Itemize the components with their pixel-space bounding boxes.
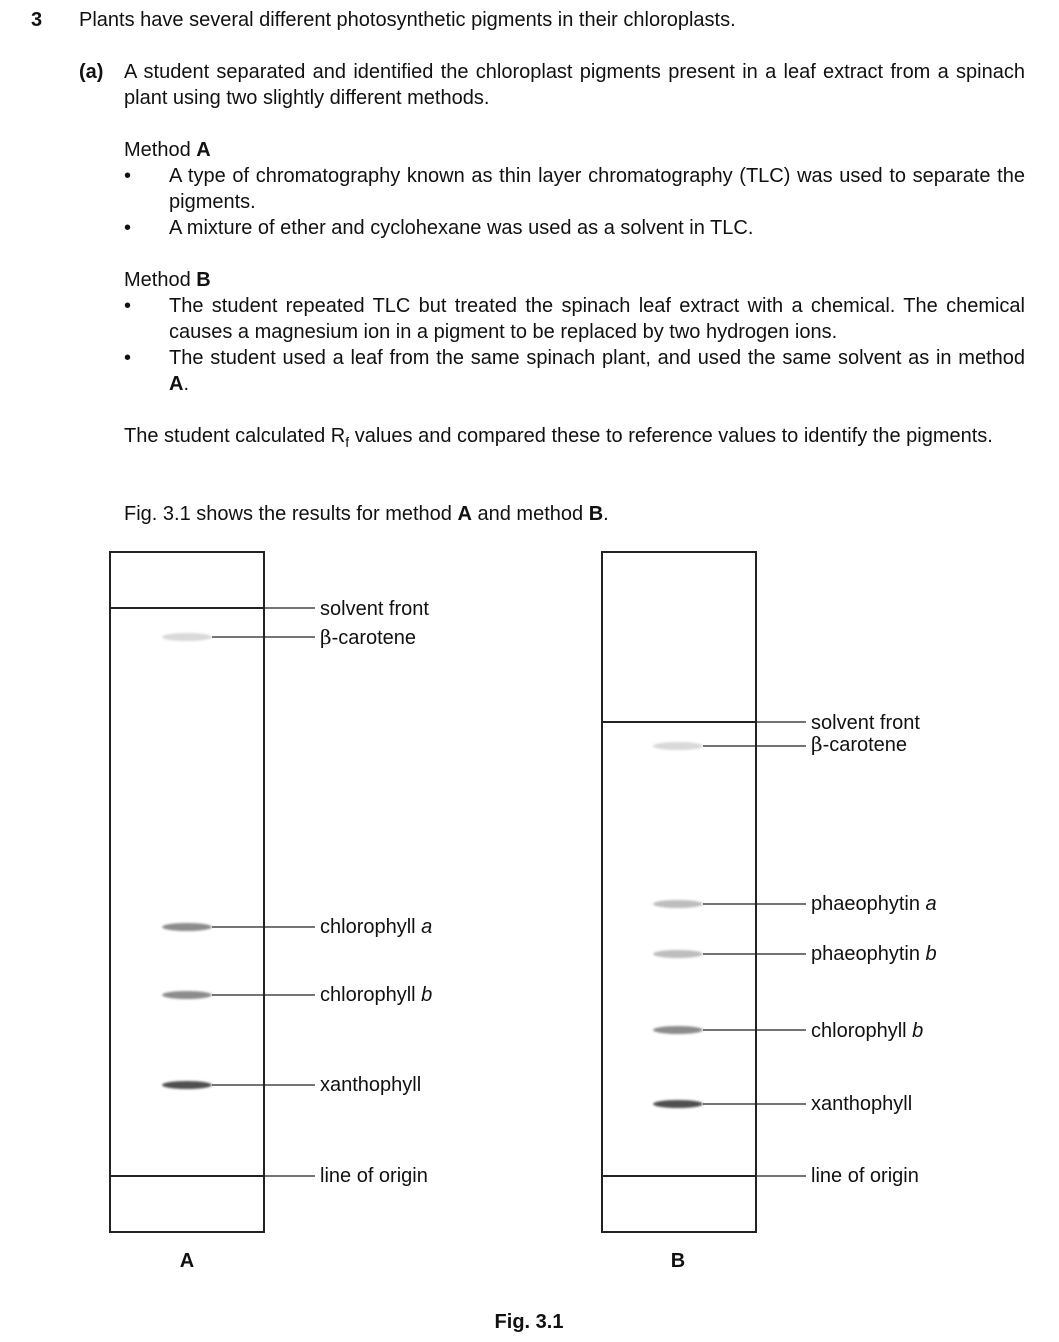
method-b-bullet-2-end: . xyxy=(183,373,190,395)
plate-b-label-chlorophyll-b xyxy=(811,1020,923,1042)
plate-a xyxy=(110,552,264,1232)
bullet-symbol: • xyxy=(124,295,132,317)
plate-b-spot-phaeophytin-b xyxy=(653,950,703,958)
plate-a-label-carotene xyxy=(320,625,416,649)
plate-a-spot-carotene xyxy=(162,633,212,641)
plate-b-label-origin: line of origin xyxy=(811,1165,919,1187)
bullet-symbol: • xyxy=(124,347,132,369)
figure-caption: Fig. 3.1 xyxy=(494,1311,564,1333)
plate-b-spot-phaeophytin-a xyxy=(653,900,703,908)
bullet-symbol: • xyxy=(124,165,132,187)
bullet-symbol: • xyxy=(124,217,132,239)
plate-a-chlorophyll-a-name: chlorophyll xyxy=(320,916,422,938)
plate-b-chlorophyll-b-name: chlorophyll xyxy=(811,1020,913,1042)
plate-b-chlorophyll-b-letter: b xyxy=(912,1020,924,1042)
figref-text-3: . xyxy=(603,503,609,525)
plate-b-beta-symbol: β xyxy=(811,732,823,756)
rf-text-before: The student calculated R xyxy=(124,425,346,447)
plate-a-spot-chlorophyll-a xyxy=(162,923,212,931)
plate-b-phaeophytin-b-letter: b xyxy=(925,943,937,965)
method-b-letter: B xyxy=(196,269,211,291)
plate-b-phaeophytin-b-name: phaeophytin xyxy=(811,943,926,965)
plate-b-leaders xyxy=(703,722,806,1176)
question-stem: Plants have several different photosynthetic pigments in their chloroplasts. xyxy=(79,9,736,31)
plate-b-label-carotene xyxy=(811,732,907,756)
plate-b-label-xanthophyll: xanthophyll xyxy=(811,1093,913,1115)
plate-b-spot-chlorophyll-b xyxy=(653,1026,703,1034)
plate-a-outline xyxy=(110,552,264,1232)
plate-a-chlorophyll-a-letter: a xyxy=(421,916,433,938)
plate-b-letter: B xyxy=(670,1250,686,1272)
plate-a-label-origin: line of origin xyxy=(320,1165,428,1187)
plate-b-spot-xanthophyll xyxy=(653,1100,703,1108)
plate-a-chlorophyll-b-name: chlorophyll xyxy=(320,984,422,1006)
plate-a-label-solvent-front: solvent front xyxy=(320,598,429,620)
method-b-bullet-2-text: The student used a leaf from the same spinach plant, and used the same solvent as in method xyxy=(169,347,1025,369)
plate-b-label-solvent-front: solvent front xyxy=(811,712,920,734)
plate-a-label-chlorophyll-b xyxy=(320,984,432,1006)
plate-b-label-phaeophytin-a xyxy=(811,893,937,915)
plate-b-outline xyxy=(602,552,756,1232)
method-b-bullet-2-bold: A xyxy=(169,373,184,395)
method-b-word: Method xyxy=(124,269,191,291)
plate-b xyxy=(602,552,756,1232)
plate-a-letter: A xyxy=(179,1250,195,1272)
method-a-letter: A xyxy=(196,139,211,161)
figref-bold-b: B xyxy=(588,503,604,525)
plate-b-spot-carotene xyxy=(653,742,703,750)
plate-a-spots xyxy=(162,633,212,1089)
plate-b-spots xyxy=(653,742,703,1108)
plate-a-carotene-text: -carotene xyxy=(331,627,417,649)
figref-text-2: and method xyxy=(471,503,589,525)
plate-b-phaeophytin-a-letter: a xyxy=(925,893,937,915)
plate-a-spot-xanthophyll xyxy=(162,1081,212,1089)
plate-a-chlorophyll-b-letter: b xyxy=(421,984,433,1006)
part-intro: A student separated and identified the chloroplast pigments present in a leaf extract from a spinach plant using two slightly different methods. xyxy=(124,61,1025,109)
rf-text-after: values and compared these to reference values to identify the pigments. xyxy=(349,425,993,447)
plate-a-label-chlorophyll-a xyxy=(320,916,432,938)
method-a-word: Method xyxy=(124,139,191,161)
plate-a-beta-symbol: β xyxy=(320,625,332,649)
part-label: (a) xyxy=(79,61,104,83)
method-a-bullet-1: A type of chromatography known as thin layer chromatography (TLC) was used to separate the pigments. xyxy=(169,165,1025,213)
plate-a-label-xanthophyll: xanthophyll xyxy=(320,1074,422,1096)
plate-b-label-phaeophytin-b xyxy=(811,943,937,965)
question-number: 3 xyxy=(31,9,43,31)
rf-subscript: f xyxy=(345,434,350,450)
method-a-bullet-2: A mixture of ether and cyclohexane was used as a solvent in TLC. xyxy=(169,217,754,239)
plate-a-spot-chlorophyll-b xyxy=(162,991,212,999)
plate-b-phaeophytin-a-name: phaeophytin xyxy=(811,893,926,915)
plate-b-carotene-text: -carotene xyxy=(822,734,908,756)
figref-text-1: Fig. 3.1 shows the results for method xyxy=(124,503,458,525)
figref-bold-a: A xyxy=(457,503,472,525)
method-b-bullet-1: The student repeated TLC but treated the spinach leaf extract with a chemical. The chemical causes a magnesium ion in a pigment to be replaced by two hydrogen ions. xyxy=(169,295,1025,343)
